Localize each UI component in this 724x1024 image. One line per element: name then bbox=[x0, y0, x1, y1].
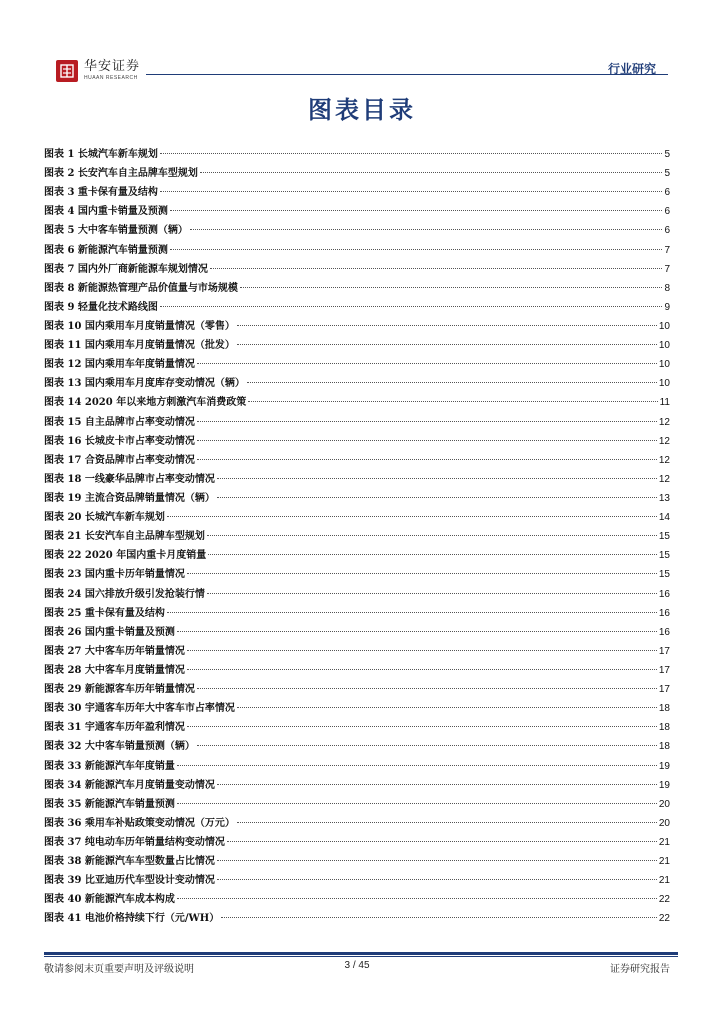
toc-entry-page: 16 bbox=[658, 626, 670, 638]
toc-entry-label: 图表 14 2020 年以来地方刺激汽车消费政策 bbox=[44, 397, 247, 409]
toc-entry-page: 7 bbox=[664, 244, 670, 256]
toc-entry[interactable] bbox=[44, 393, 670, 412]
toc-entry[interactable] bbox=[44, 623, 670, 642]
toc-entry-page: 22 bbox=[658, 913, 670, 925]
toc-entry-label: 图表 9 轻量化技术路线图 bbox=[44, 301, 158, 313]
toc-entry[interactable] bbox=[44, 699, 670, 718]
toc-entry-page: 10 bbox=[658, 320, 670, 332]
logo-text: 华安证券 bbox=[84, 59, 141, 74]
toc-entry-page: 20 bbox=[658, 817, 670, 829]
toc-entry[interactable] bbox=[44, 489, 670, 508]
toc-entry[interactable] bbox=[44, 642, 670, 661]
toc-entry-page: 6 bbox=[664, 206, 670, 218]
toc-entry-page: 17 bbox=[658, 664, 670, 676]
toc-entry[interactable] bbox=[44, 451, 670, 470]
toc-entry[interactable] bbox=[44, 565, 670, 584]
toc-entry-label: 图表 13 国内乘用车月度库存变动情况（辆） bbox=[44, 378, 245, 390]
toc-entry[interactable] bbox=[44, 585, 670, 604]
table-of-figures bbox=[44, 145, 670, 928]
toc-entry-label: 图表 12 国内乘用车年度销量情况 bbox=[44, 359, 195, 371]
toc-entry-page: 15 bbox=[658, 531, 670, 543]
toc-dot-leader bbox=[207, 535, 657, 536]
toc-entry-label: 图表 2 长安汽车自主品牌车型规划 bbox=[44, 168, 198, 180]
toc-dot-leader bbox=[170, 249, 663, 250]
toc-entry[interactable] bbox=[44, 298, 670, 317]
toc-entry[interactable] bbox=[44, 202, 670, 221]
toc-dot-leader bbox=[221, 917, 657, 918]
toc-entry-page: 10 bbox=[658, 359, 670, 371]
toc-entry-label: 图表 10 国内乘用车月度销量情况（零售） bbox=[44, 320, 235, 332]
header-divider bbox=[146, 74, 668, 75]
toc-entry-page: 15 bbox=[658, 569, 670, 581]
toc-entry-page: 7 bbox=[664, 263, 670, 275]
toc-entry-page: 9 bbox=[664, 301, 670, 313]
toc-entry-label: 图表 41 电池价格持续下行（元/WH） bbox=[44, 913, 220, 925]
toc-dot-leader bbox=[160, 191, 663, 192]
toc-dot-leader bbox=[160, 153, 663, 154]
toc-entry[interactable] bbox=[44, 221, 670, 240]
toc-entry-label: 图表 29 新能源客车历年销量情况 bbox=[44, 684, 195, 696]
toc-entry-label: 图表 22 2020 年国内重卡月度销量 bbox=[44, 550, 207, 562]
toc-entry-page: 10 bbox=[658, 378, 670, 390]
toc-dot-leader bbox=[247, 382, 657, 383]
toc-entry-label: 图表 36 乘用车补贴政策变动情况（万元） bbox=[44, 817, 235, 829]
toc-entry[interactable] bbox=[44, 661, 670, 680]
toc-entry-label: 图表 4 国内重卡销量及预测 bbox=[44, 206, 168, 218]
toc-entry-label: 图表 5 大中客车销量预测（辆） bbox=[44, 225, 188, 237]
toc-entry[interactable] bbox=[44, 814, 670, 833]
toc-dot-leader bbox=[177, 898, 657, 899]
footer-doc-type: 证券研究报告 bbox=[610, 964, 670, 975]
footer-divider-thin bbox=[44, 956, 678, 957]
toc-entry-label: 图表 38 新能源汽车车型数量占比情况 bbox=[44, 856, 215, 868]
toc-entry[interactable] bbox=[44, 680, 670, 699]
toc-entry-label: 图表 34 新能源汽车月度销量变动情况 bbox=[44, 779, 215, 791]
toc-dot-leader bbox=[187, 573, 657, 574]
toc-entry[interactable] bbox=[44, 279, 670, 298]
page-number: 3 / 45 bbox=[344, 960, 370, 971]
toc-entry[interactable] bbox=[44, 604, 670, 623]
toc-dot-leader bbox=[187, 726, 657, 727]
toc-dot-leader bbox=[190, 229, 663, 230]
toc-entry-label: 图表 19 主流合资品牌销量情况（辆） bbox=[44, 492, 215, 504]
toc-dot-leader bbox=[237, 325, 657, 326]
toc-dot-leader bbox=[207, 593, 657, 594]
toc-entry-page: 10 bbox=[658, 340, 670, 352]
toc-entry[interactable] bbox=[44, 355, 670, 374]
toc-entry[interactable] bbox=[44, 164, 670, 183]
toc-entry-page: 20 bbox=[658, 798, 670, 810]
page-footer bbox=[44, 960, 670, 974]
toc-dot-leader bbox=[197, 440, 657, 441]
toc-entry-label: 图表 21 长安汽车自主品牌车型规划 bbox=[44, 531, 205, 543]
section-tag: 行业研究 bbox=[607, 62, 656, 76]
toc-entry-label: 图表 17 合资品牌市占率变动情况 bbox=[44, 454, 195, 466]
toc-entry[interactable] bbox=[44, 508, 670, 527]
toc-entry[interactable] bbox=[44, 317, 670, 336]
toc-entry-label: 图表 32 大中客车销量预测（辆） bbox=[44, 741, 195, 753]
toc-entry[interactable] bbox=[44, 145, 670, 164]
logo-subtext: HUAAN RESEARCH bbox=[84, 75, 138, 81]
toc-dot-leader bbox=[208, 554, 657, 555]
toc-entry-page: 16 bbox=[658, 607, 670, 619]
toc-entry-page: 21 bbox=[658, 856, 670, 868]
toc-entry-page: 17 bbox=[658, 645, 670, 657]
toc-dot-leader bbox=[217, 497, 657, 498]
toc-entry-label: 图表 16 长城皮卡市占率变动情况 bbox=[44, 435, 195, 447]
toc-entry-page: 21 bbox=[658, 836, 670, 848]
toc-entry-label: 图表 39 比亚迪历代车型设计变动情况 bbox=[44, 875, 215, 887]
toc-entry[interactable] bbox=[44, 795, 670, 814]
toc-entry-page: 5 bbox=[664, 149, 670, 160]
toc-entry[interactable] bbox=[44, 833, 670, 852]
toc-entry-label: 图表 11 国内乘用车月度销量情况（批发） bbox=[44, 340, 235, 352]
toc-entry-label: 图表 28 大中客车月度销量情况 bbox=[44, 664, 185, 676]
toc-entry-label: 图表 35 新能源汽车销量预测 bbox=[44, 798, 175, 810]
toc-entry[interactable] bbox=[44, 852, 670, 871]
toc-entry-page: 19 bbox=[658, 760, 670, 772]
toc-entry[interactable] bbox=[44, 432, 670, 451]
toc-entry-label: 图表 33 新能源汽车年度销量 bbox=[44, 760, 175, 772]
toc-entry[interactable] bbox=[44, 260, 670, 279]
toc-entry-label: 图表 40 新能源汽车成本构成 bbox=[44, 894, 175, 906]
toc-entry-label: 图表 18 一线豪华品牌市占率变动情况 bbox=[44, 473, 215, 485]
toc-dot-leader bbox=[217, 879, 657, 880]
toc-dot-leader bbox=[177, 765, 657, 766]
toc-entry-label: 图表 27 大中客车历年销量情况 bbox=[44, 645, 185, 657]
toc-entry-page: 18 bbox=[658, 703, 670, 715]
toc-entry-page: 17 bbox=[658, 684, 670, 696]
toc-entry-label: 图表 30 宇通客车历年大中客车市占率情况 bbox=[44, 703, 235, 715]
toc-entry[interactable] bbox=[44, 718, 670, 737]
toc-dot-leader bbox=[197, 688, 657, 689]
toc-entry[interactable] bbox=[44, 871, 670, 890]
toc-entry[interactable] bbox=[44, 757, 670, 776]
toc-entry-label: 图表 15 自主品牌市占率变动情况 bbox=[44, 416, 195, 428]
toc-dot-leader bbox=[170, 210, 663, 211]
toc-dot-leader bbox=[248, 401, 657, 402]
toc-entry-label: 图表 23 国内重卡历年销量情况 bbox=[44, 569, 185, 581]
toc-entry-page: 5 bbox=[664, 168, 670, 180]
toc-dot-leader bbox=[197, 745, 657, 746]
page-header bbox=[56, 60, 668, 90]
toc-entry-label: 图表 31 宇通客车历年盈利情况 bbox=[44, 722, 185, 734]
toc-entry-page: 11 bbox=[659, 397, 670, 409]
toc-entry-page: 6 bbox=[664, 225, 670, 237]
toc-dot-leader bbox=[217, 784, 657, 785]
toc-entry[interactable] bbox=[44, 241, 670, 260]
toc-dot-leader bbox=[160, 306, 663, 307]
toc-entry-page: 21 bbox=[658, 875, 670, 887]
toc-dot-leader bbox=[237, 707, 657, 708]
toc-entry-label: 图表 8 新能源热管理产品价值量与市场规模 bbox=[44, 282, 238, 294]
toc-dot-leader bbox=[237, 822, 657, 823]
toc-entry-page: 6 bbox=[664, 187, 670, 199]
footer-divider bbox=[44, 952, 678, 955]
footer-disclaimer: 敬请参阅末页重要声明及评级说明 bbox=[44, 964, 194, 975]
toc-entry-page: 19 bbox=[658, 779, 670, 791]
toc-dot-leader bbox=[197, 421, 657, 422]
toc-entry-page: 18 bbox=[658, 722, 670, 734]
toc-entry-page: 22 bbox=[658, 894, 670, 906]
toc-entry-label: 图表 3 重卡保有量及结构 bbox=[44, 187, 158, 199]
page-title: 图表目录 bbox=[308, 96, 416, 124]
toc-entry-page: 12 bbox=[658, 454, 670, 466]
toc-dot-leader bbox=[240, 287, 663, 288]
toc-dot-leader bbox=[217, 860, 657, 861]
toc-dot-leader bbox=[187, 669, 657, 670]
toc-entry-page: 16 bbox=[658, 588, 670, 600]
toc-dot-leader bbox=[197, 363, 657, 364]
toc-dot-leader bbox=[167, 516, 657, 517]
toc-entry[interactable] bbox=[44, 909, 670, 928]
toc-entry[interactable] bbox=[44, 890, 670, 909]
toc-dot-leader bbox=[187, 650, 657, 651]
toc-entry-label: 图表 1 长城汽车新车规划 bbox=[44, 149, 158, 160]
toc-entry-page: 12 bbox=[658, 416, 670, 428]
toc-entry-page: 13 bbox=[658, 492, 670, 504]
toc-entry-label: 图表 25 重卡保有量及结构 bbox=[44, 607, 165, 619]
toc-dot-leader bbox=[167, 612, 657, 613]
toc-dot-leader bbox=[237, 344, 657, 345]
toc-entry-page: 18 bbox=[658, 741, 670, 753]
toc-dot-leader bbox=[210, 268, 663, 269]
toc-entry[interactable] bbox=[44, 374, 670, 393]
toc-entry-page: 12 bbox=[658, 435, 670, 447]
toc-entry-page: 8 bbox=[664, 282, 670, 294]
toc-entry[interactable] bbox=[44, 776, 670, 795]
toc-entry-label: 图表 24 国六排放升级引发抢装行情 bbox=[44, 588, 205, 600]
toc-dot-leader bbox=[177, 631, 657, 632]
toc-entry-page: 12 bbox=[658, 473, 670, 485]
toc-entry[interactable] bbox=[44, 737, 670, 756]
toc-dot-leader bbox=[217, 478, 657, 479]
toc-dot-leader bbox=[227, 841, 657, 842]
toc-entry-page: 14 bbox=[658, 512, 670, 524]
toc-entry-label: 图表 26 国内重卡销量及预测 bbox=[44, 626, 175, 638]
toc-entry[interactable] bbox=[44, 470, 670, 489]
toc-entry-label: 图表 37 纯电动车历年销量结构变动情况 bbox=[44, 836, 225, 848]
toc-entry[interactable] bbox=[44, 527, 670, 546]
toc-entry-label: 图表 6 新能源汽车销量预测 bbox=[44, 244, 168, 256]
toc-entry-label: 图表 20 长城汽车新车规划 bbox=[44, 512, 165, 524]
toc-dot-leader bbox=[177, 803, 657, 804]
toc-entry-page: 15 bbox=[658, 550, 670, 562]
toc-entry-label: 图表 7 国内外厂商新能源车规划情况 bbox=[44, 263, 208, 275]
toc-entry[interactable] bbox=[44, 336, 670, 355]
toc-entry[interactable] bbox=[44, 546, 670, 565]
toc-entry[interactable] bbox=[44, 413, 670, 432]
toc-entry[interactable] bbox=[44, 183, 670, 202]
huaan-logo-icon bbox=[56, 60, 78, 82]
toc-dot-leader bbox=[197, 459, 657, 460]
toc-dot-leader bbox=[200, 172, 663, 173]
